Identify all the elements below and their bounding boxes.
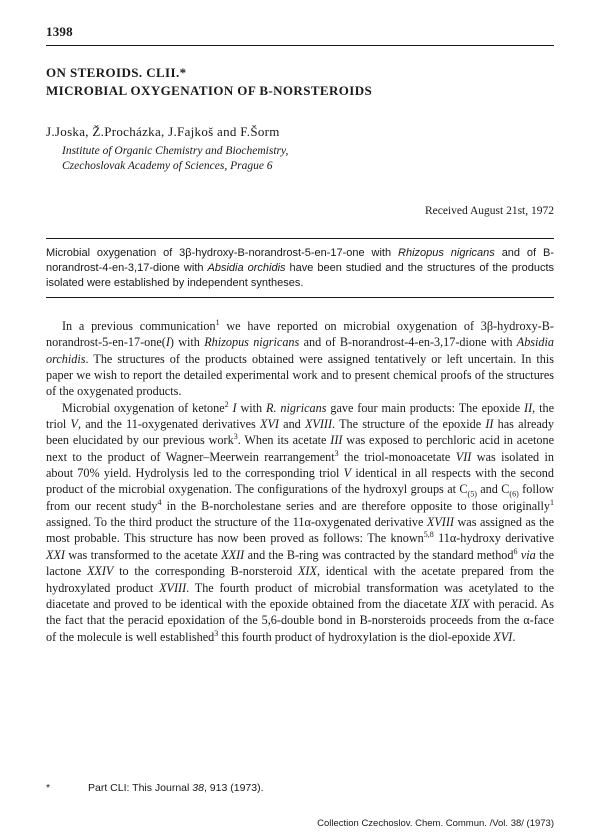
body-text: , and the 11-oxygenated derivatives xyxy=(77,417,260,432)
abstract-text: Microbial oxygenation of 3β-hydroxy-B-norandrost-5-en-17-one with xyxy=(46,247,399,259)
body-text: and xyxy=(278,417,305,432)
abstract-text: and of B-norandrost-4-en-3,17-dione with xyxy=(46,247,555,274)
position-subscript: (5) xyxy=(467,489,477,499)
header-rule xyxy=(46,45,554,46)
affiliation-line-2: Czechoslovak Academy of Sciences, Prague 6 xyxy=(62,160,273,172)
body-text: was assigned as the most probable. This structure has now been proved as follows: The known xyxy=(46,515,554,546)
reference-superscript: 3 xyxy=(214,628,219,638)
body-text: was isolated in about 70% yield. Hydrolysis led to the corresponding triol xyxy=(46,449,554,481)
compound-number: XVIII xyxy=(426,515,454,530)
body-text: . The fourth product of microbial transformation was acetylated to the diacetate and proved to be identical with the epoxide obtained from the diacetate xyxy=(46,580,555,611)
compound-number: V xyxy=(343,466,352,481)
body-text: . The structures of the products obtained were assigned tentatively or left uncertain. In this paper we wish to report the detailed experimental work and to present chemical proofs of the structures of the oxygenated products. xyxy=(46,351,554,399)
reference-superscript: 4 xyxy=(157,497,162,507)
organism-name: Rhizopus nigricans xyxy=(204,335,300,350)
body-text: with peracid. As the fact that the peracid epoxidation of the 5,6-double bond in B-norsteroids proceeds from the α-face of the molecule is well established xyxy=(46,596,554,644)
body-text: 11α-hydroxy derivative xyxy=(433,531,554,546)
paper-title: MICROBIAL OXYGENATION OF B-NORSTEROIDS xyxy=(46,83,373,98)
body-text: this fourth product of hydroxylation is the diol-epoxide xyxy=(218,629,494,644)
compound-number: I xyxy=(228,400,237,415)
body-text: was exposed to perchloric acid in acetone next to the product of Wagner–Meerwein rearrangement xyxy=(46,433,555,464)
reference-superscript: 3 xyxy=(334,448,339,458)
body-text: with xyxy=(236,400,267,415)
body-text: in the B-norcholestane series and are therefore opposite to those originally xyxy=(161,498,550,513)
body-text: , identical with the acetate prepared from the hydroxylated product xyxy=(46,564,554,595)
reference-superscript: 1 xyxy=(550,497,554,507)
body-text: In a previous communication xyxy=(62,319,216,333)
body-text: and of B-norandrost-4-en-3,17-dione with xyxy=(299,335,517,350)
body-text: . xyxy=(512,629,516,644)
abstract xyxy=(46,246,554,291)
affiliation-line-1: Institute of Organic Chemistry and Biochemistry, xyxy=(62,145,289,157)
body-text: , the triol xyxy=(46,400,554,432)
body-text: was transformed to the acetate xyxy=(64,547,222,562)
compound-number: I xyxy=(165,335,170,350)
position-subscript: (6) xyxy=(509,489,519,499)
body-text: identical in all respects with the second product of the microbial oxygenation. The configurations of the hydroxyl groups at C xyxy=(46,466,554,497)
body-text: and C xyxy=(476,482,510,497)
compound-number: II xyxy=(485,417,494,432)
body-text: has already been elucidated by our previous work xyxy=(46,417,554,448)
body-text: Microbial oxygenation of ketone xyxy=(62,400,225,415)
abstract-top-rule xyxy=(46,238,554,239)
paragraph-2 xyxy=(46,400,554,645)
organism-name: Absidia orchidis xyxy=(46,335,555,366)
body-text: to the corresponding B-norsteroid xyxy=(113,564,298,579)
compound-number: XVIII xyxy=(304,417,333,432)
body-text: the lactone xyxy=(46,547,555,579)
compound-number: XVI xyxy=(493,629,513,644)
compound-number: XIX xyxy=(297,564,317,579)
body-text: . When its acetate xyxy=(237,433,331,448)
compound-number: XXIV xyxy=(86,564,114,579)
reference-superscript: 6 xyxy=(513,546,518,556)
compound-number: VII xyxy=(455,449,472,464)
compound-number: III xyxy=(330,433,343,448)
compound-number: XIX xyxy=(450,596,470,611)
organism-name: R. nigricans xyxy=(266,400,327,415)
compound-number: XXII xyxy=(221,547,245,562)
reference-superscript: 5,8 xyxy=(423,530,434,540)
received-date: Received August 21st, 1972 xyxy=(424,205,554,217)
abstract-text: have been studied and the structures of the products isolated were established by independent syntheses. xyxy=(46,262,554,289)
compound-number: XVIII xyxy=(159,580,187,595)
latin-term: via xyxy=(517,547,536,562)
abstract-organism-1: Rhizopus nigricans xyxy=(398,247,495,259)
article-body xyxy=(46,318,554,645)
reference-superscript: 1 xyxy=(215,317,220,327)
body-text: the triol-monoacetate xyxy=(338,449,456,464)
compound-number: XXI xyxy=(46,547,65,562)
abstract-bottom-rule xyxy=(46,297,554,298)
paragraph-1 xyxy=(46,318,554,400)
footnote-text: Part CLI: This Journal xyxy=(88,782,193,794)
body-text: gave four main products: The epoxide xyxy=(326,400,525,415)
compound-number: V xyxy=(70,417,78,432)
footnote-mark: * xyxy=(46,782,51,794)
series-title: ON STEROIDS. CLII.* xyxy=(46,65,187,80)
reference-superscript: 3 xyxy=(233,432,238,442)
article-title xyxy=(46,64,554,100)
reference-superscript: 2 xyxy=(224,399,229,409)
body-text: follow from our recent study xyxy=(46,482,554,513)
journal-footer: Collection Czechoslov. Chem. Commun. /Vol. 38/ (1973) xyxy=(317,818,554,829)
body-text: . The structure of the epoxide xyxy=(332,417,486,432)
body-text: assigned. To the third product the structure of the 11α-oxygenated derivative xyxy=(46,515,427,530)
affiliation xyxy=(62,144,542,174)
compound-number: II xyxy=(524,400,533,415)
footnote-text: , 913 (1973). xyxy=(203,782,264,794)
body-text: we have reported on microbial oxygenation of 3β-hydroxy-B-norandrost-5-en-17-one( xyxy=(46,319,554,350)
body-text: and the B-ring was contracted by the standard method xyxy=(244,547,514,562)
footnote-volume: 38 xyxy=(192,782,204,794)
compound-number: XVI xyxy=(260,417,279,432)
footnote xyxy=(46,782,554,794)
author-list: J.Joska, Ž.Procházka, J.Fajkoš and F.Šorm xyxy=(46,124,280,139)
body-text: ) with xyxy=(169,335,205,350)
abstract-organism-2: Absidia orchidis xyxy=(207,262,286,274)
page-number: 1398 xyxy=(46,24,73,39)
